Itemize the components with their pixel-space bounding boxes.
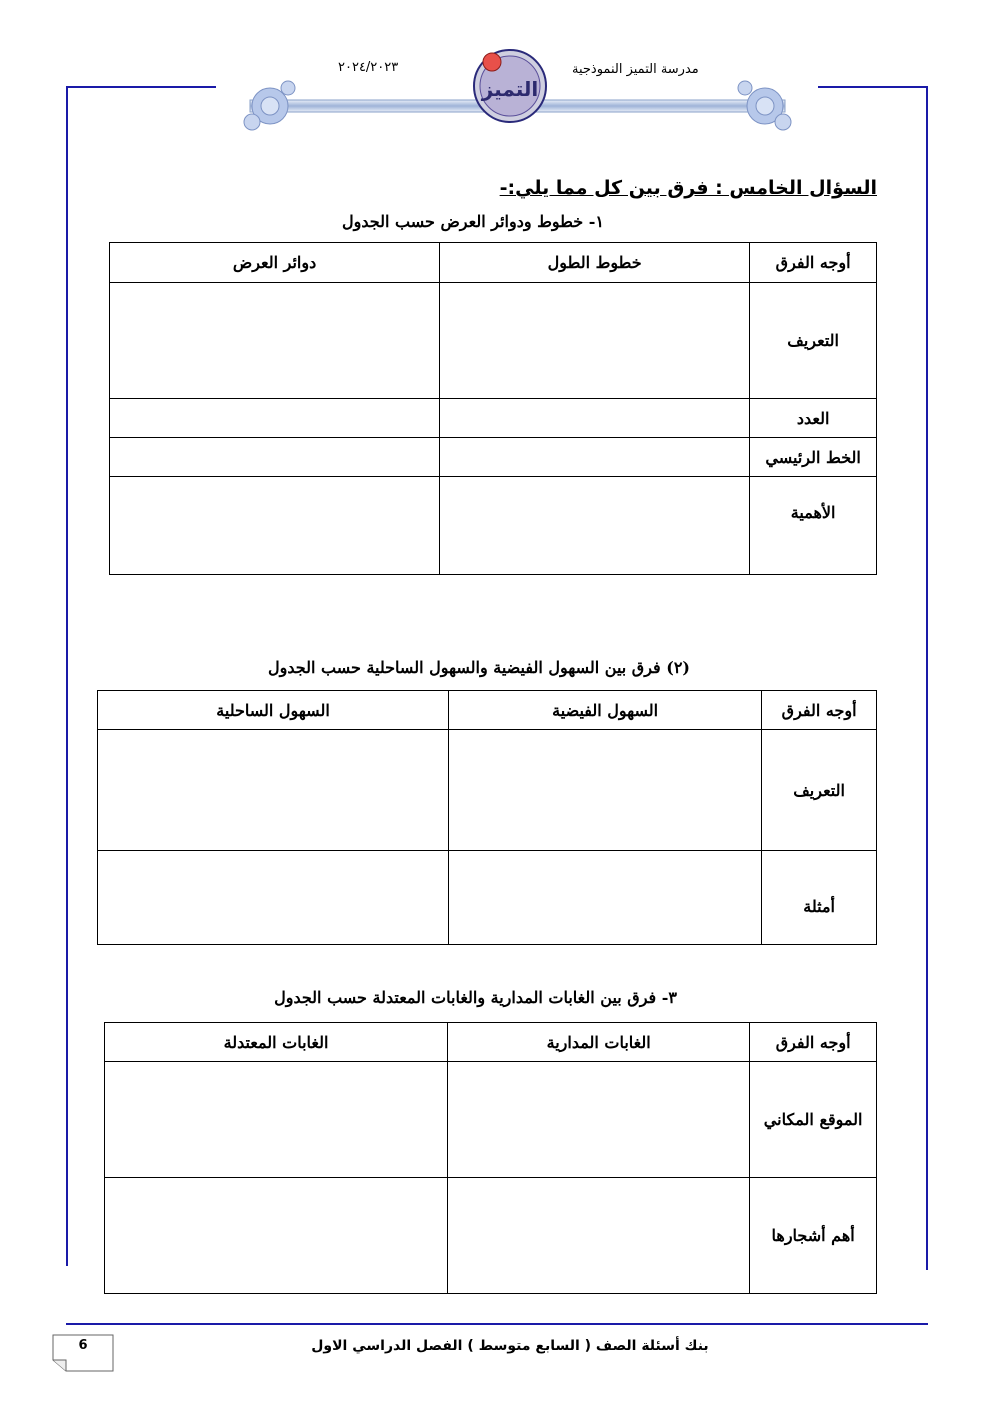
- row-label: الخط الرئيسي: [750, 438, 877, 477]
- table-header: السهول الفيضية: [449, 691, 762, 730]
- answer-cell[interactable]: [110, 399, 440, 438]
- answer-cell[interactable]: [440, 477, 750, 575]
- table-header: الغابات المدارية: [448, 1023, 750, 1062]
- section1-title: ١- خطوط ودوائر العرض حسب الجدول: [342, 212, 604, 231]
- answer-cell[interactable]: [440, 438, 750, 477]
- answer-cell[interactable]: [440, 283, 750, 399]
- page-number: 6: [78, 1338, 88, 1353]
- answer-cell[interactable]: [98, 851, 449, 945]
- answer-cell[interactable]: [448, 1178, 750, 1294]
- table-header: دوائر العرض: [110, 243, 440, 283]
- section2-table: [97, 690, 877, 945]
- table-header: السهول الساحلية: [98, 691, 449, 730]
- frame-right: [926, 86, 928, 1270]
- question-title: السؤال الخامس : فرق بين كل مما يلي:-: [499, 177, 877, 199]
- frame-top-left: [66, 86, 216, 88]
- school-name: مدرسة التميز النموذجية: [572, 62, 699, 77]
- section3-table: [104, 1022, 877, 1294]
- row-label: التعريف: [750, 283, 877, 399]
- frame-top-right: [818, 86, 928, 88]
- table-header: أوجه الفرق: [750, 1023, 877, 1062]
- row-label: الأهمية: [750, 477, 877, 575]
- answer-cell[interactable]: [110, 438, 440, 477]
- answer-cell[interactable]: [449, 851, 762, 945]
- svg-text:التميز: التميز: [481, 77, 539, 101]
- footer-line: [66, 1323, 928, 1325]
- row-label: العدد: [750, 399, 877, 438]
- row-label: التعريف: [762, 730, 877, 851]
- flower-left-icon: [244, 81, 295, 130]
- frame-left: [66, 86, 68, 1266]
- table-header: أوجه الفرق: [762, 691, 877, 730]
- answer-cell[interactable]: [98, 730, 449, 851]
- answer-cell[interactable]: [449, 730, 762, 851]
- answer-cell[interactable]: [440, 399, 750, 438]
- school-logo-icon: [470, 44, 550, 124]
- footer-text: بنك أسئلة الصف ( السابع متوسط ) الفصل الدراسي الاول: [311, 1338, 709, 1354]
- table-header: الغابات المعتدلة: [105, 1023, 448, 1062]
- answer-cell[interactable]: [110, 283, 440, 399]
- table-header: أوجه الفرق: [750, 243, 877, 283]
- section1-table: [109, 242, 877, 575]
- answer-cell[interactable]: [448, 1062, 750, 1178]
- row-label: الموقع المكاني: [750, 1062, 877, 1178]
- section2-title: (٢) فرق بين السهول الفيضية والسهول الساحلية حسب الجدول: [268, 658, 690, 677]
- answer-cell[interactable]: [110, 477, 440, 575]
- answer-cell[interactable]: [105, 1178, 448, 1294]
- row-label: أمثلة: [762, 851, 877, 945]
- academic-year: ٢٠٢٤/٢٠٢٣: [338, 60, 399, 75]
- table-header: خطوط الطول: [440, 243, 750, 283]
- row-label: أهم أشجارها: [750, 1178, 877, 1294]
- answer-cell[interactable]: [105, 1062, 448, 1178]
- section3-title: ٣- فرق بين الغابات المدارية والغابات المعتدلة حسب الجدول: [274, 988, 677, 1007]
